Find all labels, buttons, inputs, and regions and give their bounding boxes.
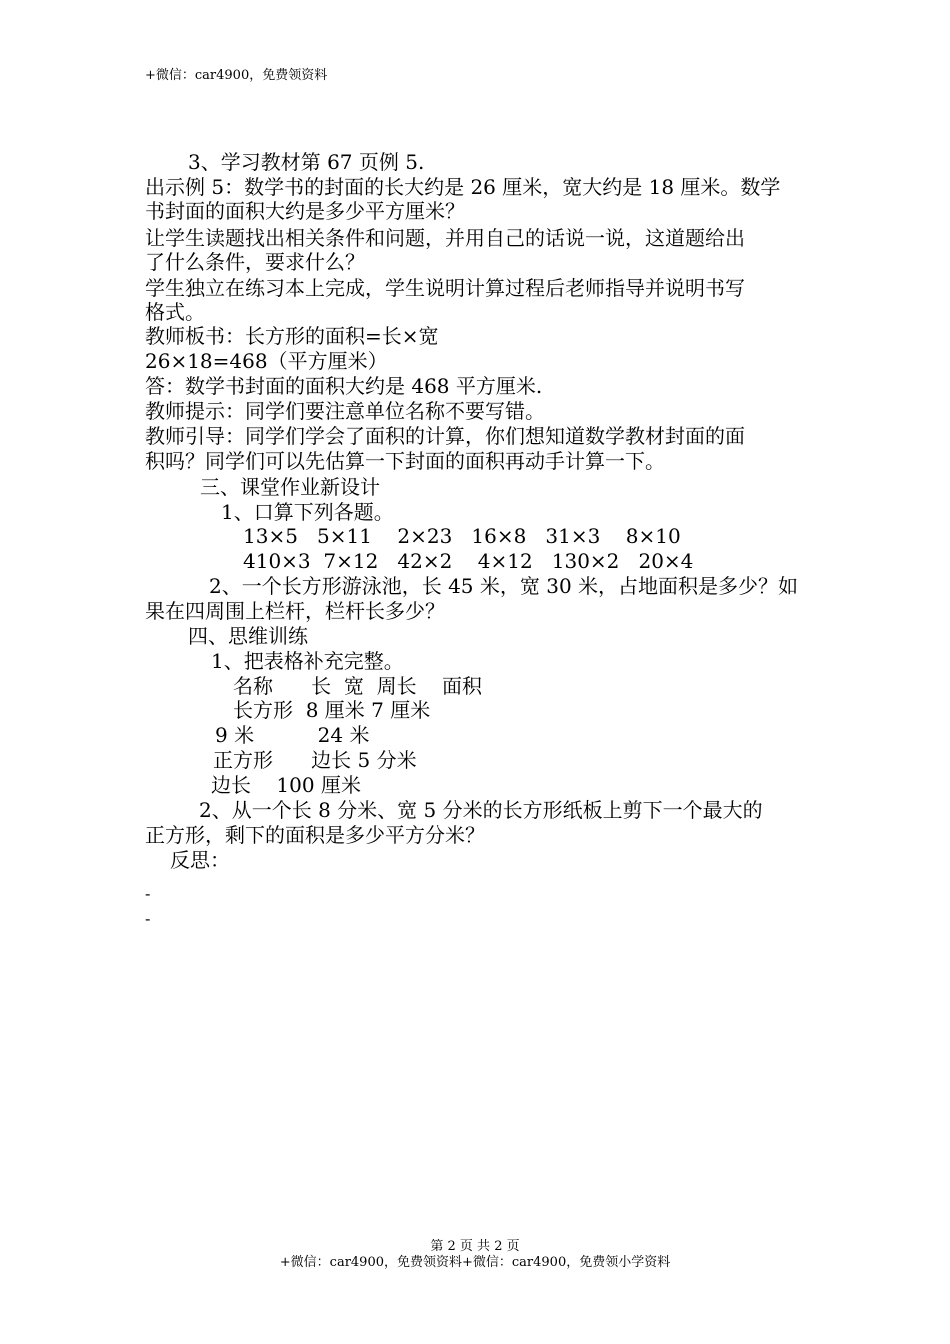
- reflection-label: 反思：: [170, 848, 230, 872]
- body-line: 出示例 5：数学书的封面的长大约是 26 厘米，宽大约是 18 厘米。数学: [145, 175, 781, 199]
- page-number: 第 2 页 共 2 页: [430, 1239, 520, 1254]
- dash-mark: -: [145, 884, 151, 903]
- table-row: 正方形 边长 5 分米: [213, 748, 417, 772]
- dash-mark: -: [145, 909, 151, 928]
- body-line: 学生独立在练习本上完成，学生说明计算过程后老师指导并说明书写: [145, 276, 745, 300]
- table-row: 9 米 24 米: [215, 723, 370, 747]
- exercise-heading: 1、口算下列各题。: [221, 500, 394, 524]
- exercise-heading: 1、把表格补充完整。: [211, 649, 404, 673]
- exercise-question: 果在四周围上栏杆，栏杆长多少？: [145, 599, 445, 623]
- board-formula: 教师板书：长方形的面积=长×宽: [145, 324, 439, 348]
- body-line: 格式。: [145, 300, 205, 324]
- calculation-row: 13×5 5×11 2×23 16×8 31×3 8×10: [243, 524, 681, 548]
- table-header-row: 名称 长 宽 周长 面积: [233, 674, 483, 698]
- table-row: 边长 100 厘米: [211, 773, 361, 797]
- board-calculation: 26×18=468（平方厘米）: [145, 349, 388, 373]
- section-heading: 三、课堂作业新设计: [200, 475, 380, 499]
- footer-watermark: +微信：car4900，免费领资料+微信：car4900，免费领小学资料: [279, 1255, 671, 1270]
- teacher-tip: 教师提示：同学们要注意单位名称不要写错。: [145, 399, 545, 423]
- calculation-row: 410×3 7×12 42×2 4×12 130×2 20×4: [243, 549, 694, 573]
- exercise-question: 2、一个长方形游泳池，长 45 米，宽 30 米，占地面积是多少？如: [209, 574, 799, 598]
- table-row: 长方形 8 厘米 7 厘米: [233, 698, 431, 722]
- answer-line: 答：数学书封面的面积大约是 468 平方厘米.: [145, 374, 543, 398]
- section-heading: 四、思维训练: [188, 624, 308, 648]
- exercise-question: 正方形，剩下的面积是多少平方分米？: [145, 823, 485, 847]
- header-watermark: +微信：car4900，免费领资料: [145, 68, 328, 83]
- body-line: 书封面的面积大约是多少平方厘米？: [145, 199, 465, 223]
- body-line: 了什么条件，要求什么？: [145, 250, 365, 274]
- example-heading: 3、学习教材第 67 页例 5.: [188, 150, 425, 174]
- body-line: 教师引导：同学们学会了面积的计算，你们想知道数学教材封面的面: [145, 424, 745, 448]
- exercise-question: 2、从一个长 8 分米、宽 5 分米的长方形纸板上剪下一个最大的: [199, 798, 763, 822]
- body-line: 让学生读题找出相关条件和问题，并用自己的话说一说，这道题给出: [145, 226, 745, 250]
- body-line: 积吗？同学们可以先估算一下封面的面积再动手计算一下。: [145, 449, 665, 473]
